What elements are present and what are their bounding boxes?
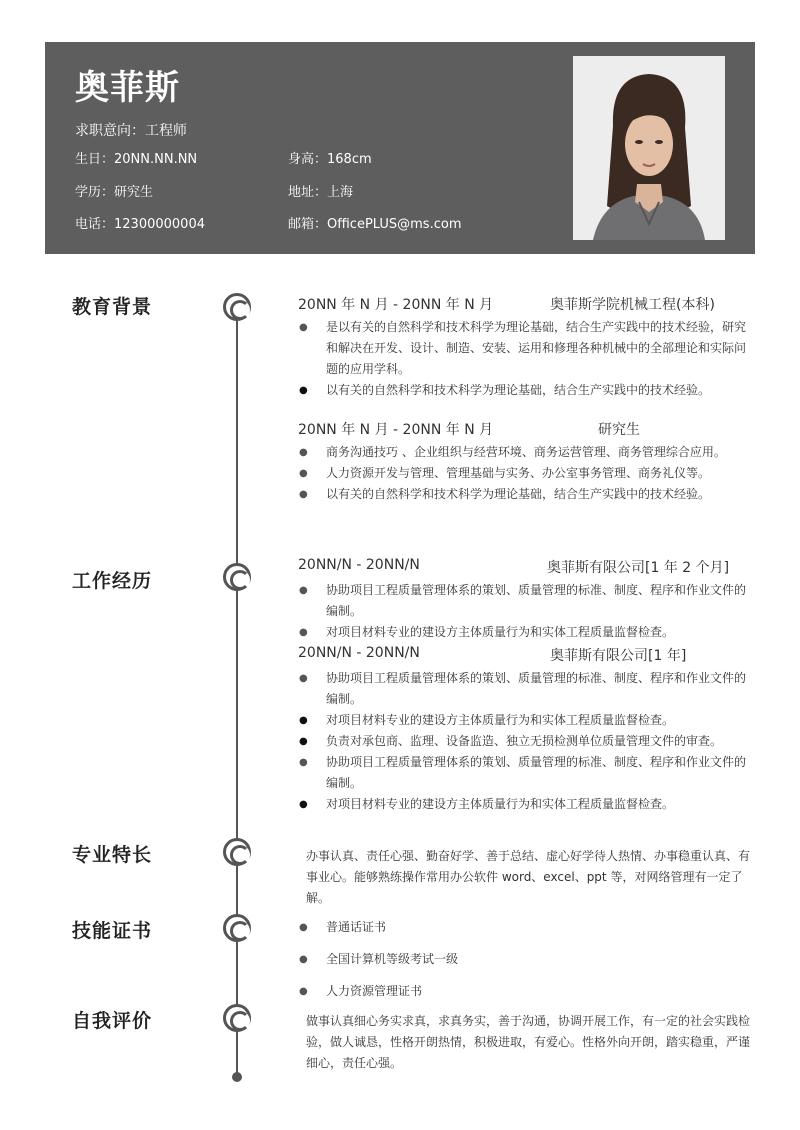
- list-item: ● 人力资源开发与管理、管理基础与实务、办公室事务管理、商务礼仪等。: [298, 463, 753, 484]
- skills-text: 办事认真、责任心强、勤奋好学、善于总结、虚心好学待人热情、办事稳重认真、有事业心。能够熟练操作常用办公软件 word、excel、ppt 等，对网络管理有一定了解。: [306, 849, 751, 905]
- list-item: ● 普通话证书: [298, 917, 753, 938]
- certs-list: [298, 917, 753, 1002]
- work-entry-2-org: 奥菲斯有限公司[1 年]: [550, 648, 687, 664]
- work-entry-2-bullets: [298, 668, 753, 815]
- list-item: ● 协助项目工程质量管理体系的策划、质量管理的标准、制度、程序和作业文件的编制。: [298, 668, 753, 710]
- list-item: ● 人力资源管理证书: [298, 981, 753, 1002]
- work-entry-1-date: 20NN/N - 20NN/N: [298, 557, 420, 573]
- education-entry-1-head: [298, 294, 753, 314]
- timeline-node-work: [223, 563, 251, 591]
- list-item: ● 对项目材料专业的建设方主体质量行为和实体工程质量监督检查。: [298, 622, 753, 643]
- education-entry-2-head: [298, 419, 753, 439]
- portrait-image: [573, 56, 725, 240]
- self-eval-text: 做事认真细心务实求真，求真务实，善于沟通，协调开展工作，有一定的社会实践检验，做人诚恳，性格开朗热情，积极进取，有爱心。性格外向开朗，踏实稳重，严谨细心，责任心强。: [306, 1014, 751, 1070]
- section-title-self-eval: 自我评价: [72, 1010, 153, 1032]
- list-item: ● 是以有关的自然科学和技术科学为理论基础，结合生产实践中的技术经验，研究和解决在开发、设计、制造、安装、运用和修理各种机械中的全部理论和实际问题的应用学科。: [298, 317, 753, 380]
- list-item: ● 负责对承包商、监理、设备监造、独立无损检测单位质量管理文件的审查。: [298, 731, 753, 752]
- list-item: ● 以有关的自然科学和技术科学为理论基础，结合生产实践中的技术经验。: [298, 380, 753, 401]
- education-entry-2-bullets: [298, 442, 753, 505]
- education-entry-1-date: 20NN 年 N 月 - 20NN 年 N 月: [298, 297, 494, 313]
- work-entry-2-head: [298, 645, 753, 664]
- education-entry-1-bullets: [298, 317, 753, 401]
- list-item: ● 对项目材料专业的建设方主体质量行为和实体工程质量监督检查。: [298, 794, 753, 815]
- job-intent: 求职意向：工程师: [75, 123, 187, 139]
- timeline-line: [236, 305, 238, 1077]
- timeline-node-skills: [223, 838, 251, 866]
- work-entry-1-bullets: [298, 580, 753, 643]
- timeline-node-education: [223, 293, 251, 321]
- profile-photo: [573, 56, 725, 240]
- section-title-work: 工作经历: [72, 570, 153, 592]
- height: 身高：168cm: [288, 152, 372, 167]
- list-item: ● 以有关的自然科学和技术科学为理论基础，结合生产实践中的技术经验。: [298, 484, 753, 505]
- work-entry-2-date: 20NN/N - 20NN/N: [298, 645, 420, 661]
- list-item: ● 协助项目工程质量管理体系的策划、质量管理的标准、制度、程序和作业文件的编制。: [298, 752, 753, 794]
- birth-date: 生日：20NN.NN.NN: [75, 152, 198, 167]
- list-item: ● 全国计算机等级考试一级: [298, 949, 753, 970]
- list-item: ● 商务沟通技巧 、企业组织与经营环境、商务运营管理、商务管理综合应用。: [298, 442, 753, 463]
- section-title-certs: 技能证书: [72, 920, 153, 942]
- list-item: ● 协助项目工程质量管理体系的策划、质量管理的标准、制度、程序和作业文件的编制。: [298, 580, 753, 622]
- email: 邮箱：OfficePLUS@ms.com: [288, 217, 462, 232]
- education-entry-1-org: 奥菲斯学院机械工程(本科): [550, 297, 715, 313]
- education-level: 学历：研究生: [75, 185, 154, 200]
- phone: 电话：12300000004: [75, 217, 205, 232]
- education-entry-2-date: 20NN 年 N 月 - 20NN 年 N 月: [298, 422, 494, 438]
- timeline-end-dot: [232, 1072, 242, 1082]
- work-entry-1-head: [298, 557, 753, 576]
- address: 地址：上海: [288, 185, 354, 200]
- timeline-node-certs: [223, 914, 251, 942]
- work-entry-1-org: 奥菲斯有限公司[1 年 2 个月]: [547, 560, 730, 576]
- list-item: ● 对项目材料专业的建设方主体质量行为和实体工程质量监督检查。: [298, 710, 753, 731]
- candidate-name: 奥菲斯: [75, 68, 180, 108]
- section-title-education: 教育背景: [72, 296, 153, 318]
- timeline-node-self-eval: [223, 1004, 251, 1032]
- education-entry-2-org: 研究生: [598, 422, 640, 438]
- section-title-skills: 专业特长: [72, 844, 153, 866]
- header-panel: [45, 42, 755, 254]
